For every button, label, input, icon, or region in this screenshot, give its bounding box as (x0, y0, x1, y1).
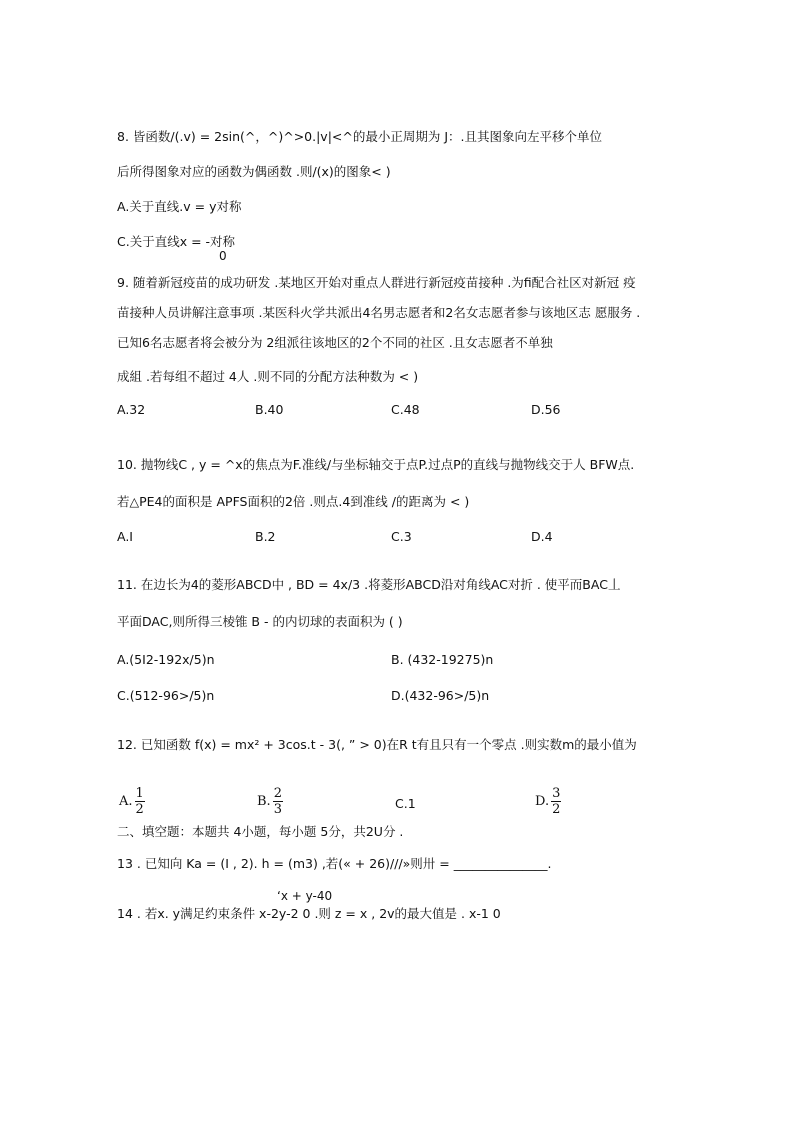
question-11-option-d: D.(432-96>/5)n (391, 688, 490, 703)
question-12-option-a-fraction (135, 786, 145, 817)
question-8-line-2: 后所得图象对应的函数为偶函数 .则/(x)的图象< ) (117, 164, 391, 179)
question-9-option-a: A.32 (117, 402, 146, 417)
question-10-line-2: 若△PE4的面积是 APFS面积的2倍 .则点.4到准线 /的距离为 < ) (117, 494, 470, 509)
question-10-option-c: C.3 (391, 529, 412, 544)
question-8-line-1: 8. 皆函数/(.v) = 2sin(^，^)^>0.|v|<^的最小正周期为 J：.且其图象向左平移个单位 (117, 129, 602, 144)
question-12-option-b-label: B. (257, 794, 271, 809)
question-9-option-c: C.48 (391, 402, 420, 417)
question-14-constraint-top: ‘x + y-40 (277, 889, 333, 903)
question-8-option-a: A.关于直线.v = y对称 (117, 199, 242, 214)
question-12-option-b-fraction (273, 786, 283, 817)
question-12-option-a-label: A. (119, 794, 133, 809)
question-12-option-d-label: D. (535, 794, 550, 809)
section-2-heading: 二、填空题：本题共 4小题，每小题 5分，共2U分 . (117, 824, 404, 839)
question-10-line-1: 10. 抛物线C , y = ^x的焦点为F.准线/与坐标轴交于点P.过点P的直线与抛物线交于人 BFW点. (117, 457, 635, 472)
question-14-line-1: 14 . 若x. y满足约束条件 x-2y-2 0 .则 z = x , 2v的最大值是 . x-1 0 (117, 906, 501, 921)
question-10-option-d: D.4 (531, 529, 553, 544)
question-11-line-1: 11. 在边长为4的菱形ABCD中 , BD = 4x/3 .将菱形ABCD沿对角线AC对折 . 使平而BAC丄 (117, 577, 621, 592)
question-12-option-b-numerator: 2 (273, 786, 282, 801)
question-12-option-a-numerator: 1 (135, 786, 144, 801)
question-12-line-1: 12. 已知函数 f(x) = mx² + 3cos.t - 3(, ” > 0)在R t有且只有一个零点 .则实数m的最小值为 (117, 737, 637, 752)
question-9-line-4: 成組 .若每组不超过 4人 .则不同的分配方法种数为 < ) (117, 369, 419, 384)
question-12-option-a-denominator: 2 (135, 802, 144, 817)
question-12-option-b (257, 786, 283, 817)
question-12-option-d-fraction (551, 786, 561, 817)
question-9-line-2: 苗接种人员讲解注意事项 .某医科火学共派出4名男志愿者和2名女志愿者参与该地区志 愿服务 . (117, 305, 641, 320)
question-12-option-d-denominator: 2 (552, 802, 561, 817)
question-8-option-c-subscript: 0 (219, 249, 227, 263)
question-12-option-d-numerator: 3 (552, 786, 561, 801)
question-12-option-a (119, 786, 145, 817)
question-11-option-b: B. (432-19275)n (391, 652, 494, 667)
question-10-option-b: B.2 (255, 529, 276, 544)
question-11-option-a: A.(5I2-192x/5)n (117, 652, 215, 667)
question-13-line-1: 13 . 已知向 Ka = (I , 2). h = (m3) ,若(« + 26)///»则卅 = _______________. (117, 856, 552, 871)
question-10-option-a: A.I (117, 529, 133, 544)
question-11-line-2: 平面DAC,则所得三棱锥 B - 的内切球的表面积为 ( ) (117, 614, 403, 629)
question-12-option-d (535, 786, 561, 817)
question-12-option-c: C.1 (395, 796, 416, 811)
question-9-line-1: 9. 随着新冠疫苗的成功研发 .某地区开始对重点人群进行新冠疫苗接种 .为fi配合社区对新冠 疫 (117, 275, 636, 290)
question-8-option-c: C.关于直线x = -对称 (117, 234, 236, 249)
question-9-line-3: 已知6名志愿者将会被分为 2组派往该地区的2个不同的社区 .且女志愿者不单独 (117, 335, 553, 350)
question-11-option-c: C.(512-96>/5)n (117, 688, 215, 703)
question-9-option-b: B.40 (255, 402, 284, 417)
question-12-option-b-denominator: 3 (273, 802, 282, 817)
question-9-option-d: D.56 (531, 402, 561, 417)
